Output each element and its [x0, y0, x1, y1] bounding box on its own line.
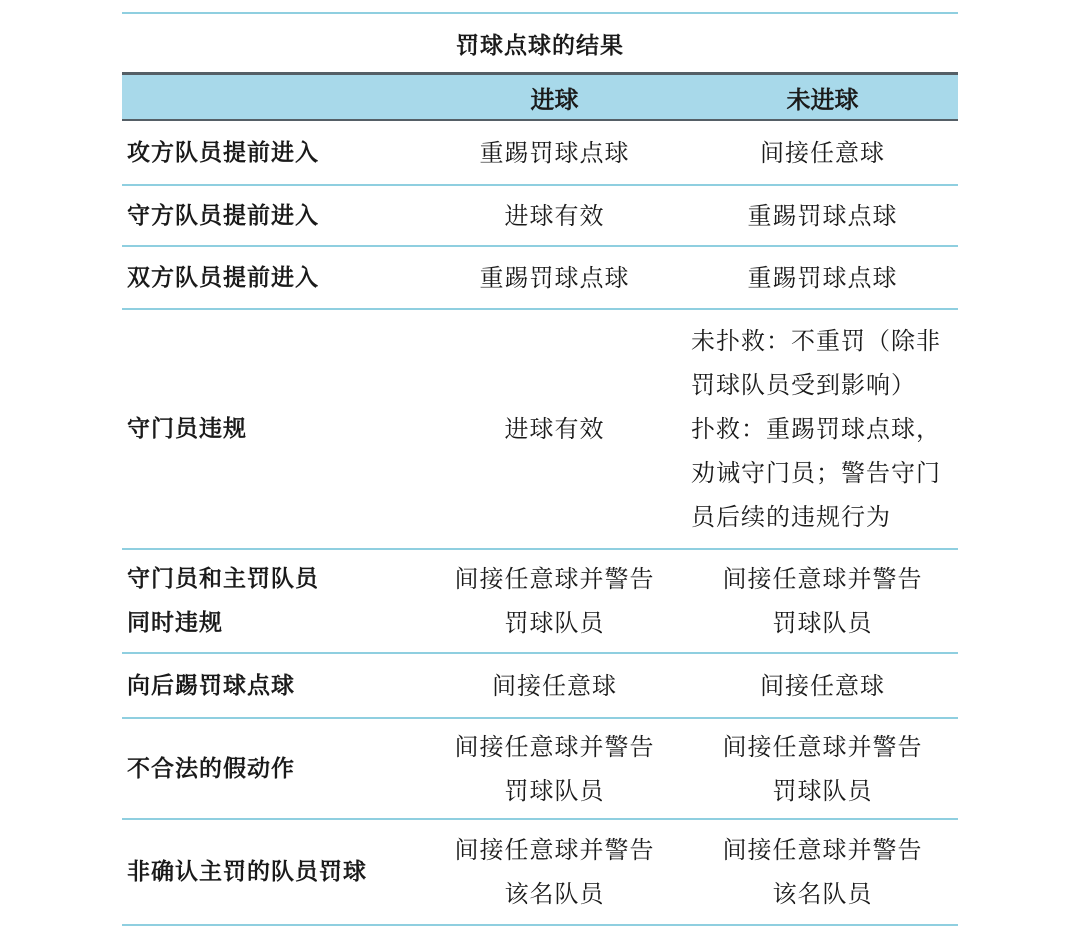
- goal-result: [422, 256, 687, 300]
- no-goal-result-line: 扑救：重踢罚球点球，: [691, 415, 941, 443]
- goal-result-line: 间接任意球并警告: [454, 836, 655, 864]
- no-goal-result-line: 员后续的违规行为: [691, 503, 891, 531]
- no-goal-result-line: 罚球队员: [772, 776, 873, 805]
- row-label: [122, 256, 422, 300]
- goal-result: [422, 664, 687, 708]
- table-row: [122, 550, 958, 654]
- no-goal-result: [687, 319, 958, 539]
- no-goal-result: [687, 194, 958, 238]
- no-goal-result-line: 劝诫守门员；警告守门: [691, 459, 941, 487]
- goal-result-line: 罚球队员: [504, 776, 605, 805]
- table-row: [122, 186, 958, 247]
- goal-result-line: 重踢罚球点球: [479, 138, 630, 167]
- header-no-goal: 未进球: [786, 85, 859, 114]
- goal-result-line: 间接任意球: [492, 671, 617, 700]
- goal-result: [422, 725, 687, 813]
- goal-result-line: 该名队员: [504, 880, 605, 908]
- goal-result: [422, 131, 687, 175]
- row-label-line: 守方队员提前进入: [127, 202, 319, 229]
- no-goal-result: [687, 725, 958, 813]
- row-label-line: 不合法的假动作: [127, 755, 295, 782]
- row-label: [122, 407, 422, 451]
- no-goal-result-line: 间接任意球并警告: [722, 565, 923, 593]
- row-label-line: 守门员和主罚队员: [127, 566, 319, 592]
- table-row: [122, 654, 958, 719]
- row-label-line: 同时违规: [127, 610, 223, 636]
- goal-result-line: 进球有效: [504, 201, 605, 230]
- table-row: [122, 247, 958, 310]
- no-goal-result-line: 间接任意球: [760, 138, 885, 167]
- no-goal-result-line: 该名队员: [772, 880, 873, 908]
- row-label: [122, 557, 422, 645]
- no-goal-result: [687, 664, 958, 708]
- no-goal-result: [687, 557, 958, 645]
- penalty-results-table: [122, 12, 958, 926]
- no-goal-result-line: 间接任意球并警告: [722, 732, 923, 761]
- goal-result: [422, 194, 687, 238]
- row-label: [122, 747, 422, 791]
- no-goal-result-line: 罚球队员: [772, 609, 873, 637]
- no-goal-result: [687, 256, 958, 300]
- no-goal-result: [687, 828, 958, 916]
- row-label: [122, 664, 422, 708]
- table-row: [122, 121, 958, 186]
- table-row: [122, 310, 958, 550]
- goal-result-line: 罚球队员: [504, 609, 605, 637]
- no-goal-result-line: 重踢罚球点球: [747, 263, 898, 292]
- goal-result: [422, 407, 687, 451]
- row-label-line: 攻方队员提前进入: [127, 139, 319, 166]
- table-row: [122, 719, 958, 820]
- no-goal-result-line: 间接任意球: [760, 671, 885, 700]
- row-label-line: 双方队员提前进入: [127, 264, 319, 291]
- row-label: [122, 131, 422, 175]
- table-row: [122, 820, 958, 926]
- row-label-line: 向后踢罚球点球: [127, 672, 295, 699]
- goal-result: [422, 828, 687, 916]
- no-goal-result-line: 重踢罚球点球: [747, 201, 898, 230]
- row-label-line: 非确认主罚的队员罚球: [127, 859, 367, 885]
- no-goal-result-line: 罚球队员受到影响）: [691, 371, 916, 399]
- no-goal-result: [687, 131, 958, 175]
- goal-result-line: 间接任意球并警告: [454, 565, 655, 593]
- table-header-row: [122, 75, 958, 119]
- no-goal-result-line: 未扑救：不重罚（除非: [691, 327, 941, 355]
- goal-result-line: 间接任意球并警告: [454, 732, 655, 761]
- row-label: [122, 194, 422, 238]
- table-title: 罚球点球的结果: [456, 32, 624, 59]
- goal-result-line: 重踢罚球点球: [479, 263, 630, 292]
- no-goal-result-line: 间接任意球并警告: [722, 836, 923, 864]
- row-label: [122, 850, 422, 894]
- row-label-line: 守门员违规: [127, 416, 247, 442]
- goal-result: [422, 557, 687, 645]
- goal-result-line: 进球有效: [504, 415, 605, 443]
- header-goal: 进球: [530, 85, 579, 114]
